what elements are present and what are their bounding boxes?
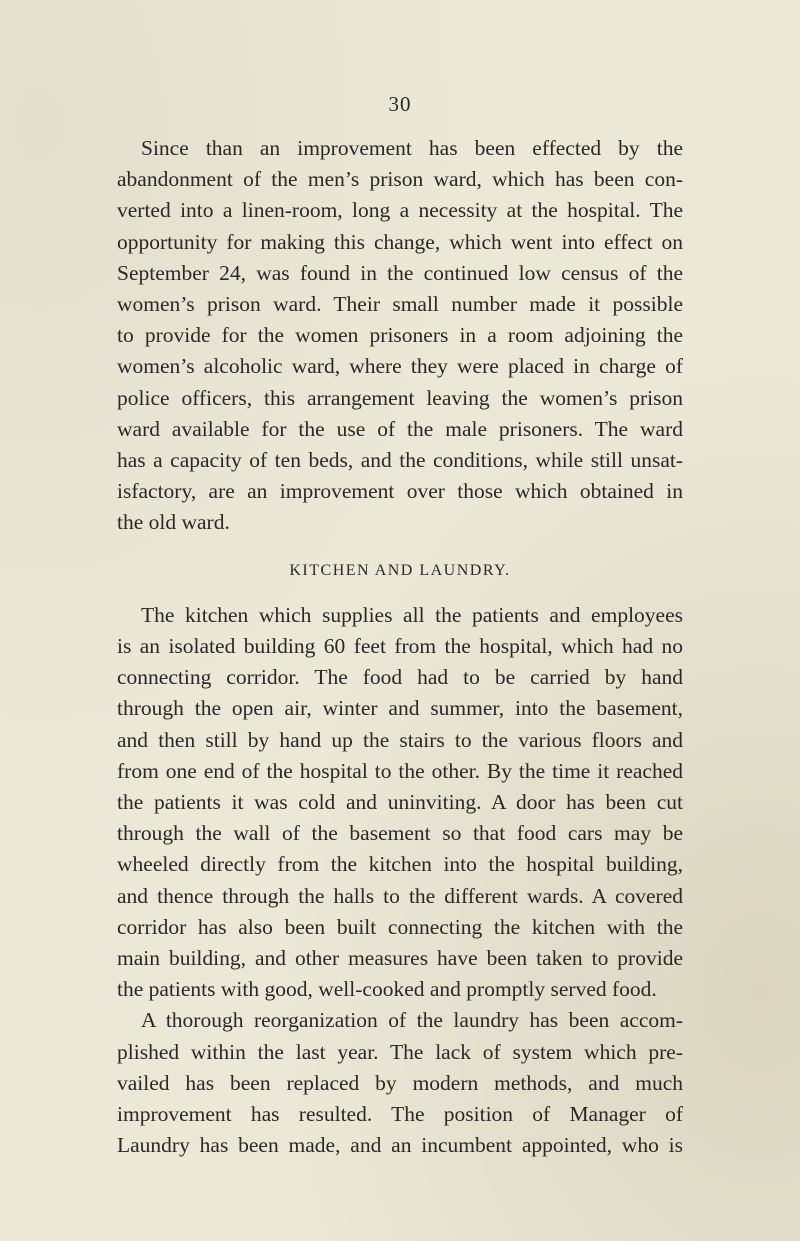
text-line: and then still by hand up the stairs to the various floors and <box>117 727 683 752</box>
section-heading: KITCHEN AND LAUNDRY. <box>289 561 511 579</box>
text-column <box>117 133 683 1162</box>
text-line: abandonment of the men’s prison ward, which has been con- <box>117 167 683 192</box>
text-line: through the wall of the basement so that food cars may be <box>117 821 683 846</box>
text-line: to provide for the women prisoners in a room adjoining the <box>117 323 683 348</box>
text-line: from one end of the hospital to the other. By the time it reached <box>117 758 683 783</box>
text-line: September 24, was found in the continued low census of the <box>117 260 683 285</box>
text-line: wheeled directly from the kitchen into the hospital building, <box>117 852 683 877</box>
text-line: through the open air, winter and summer, into the basement, <box>117 696 683 721</box>
text-line: and thence through the halls to the different wards. A covered <box>117 883 683 908</box>
text-line: the old ward. <box>117 510 230 535</box>
paragraph-prison-ward <box>117 133 683 539</box>
text-line: connecting corridor. The food had to be carried by hand <box>117 665 683 690</box>
text-line: the patients with good, well-cooked and promptly served food. <box>117 977 657 1002</box>
paragraph-kitchen <box>117 600 683 1006</box>
text-line: police officers, this arrangement leaving the women’s prison <box>117 385 683 410</box>
text-line: corridor has also been built connecting the kitchen with the <box>117 914 683 939</box>
text-line: Since than an improvement has been effected by the <box>141 136 683 160</box>
text-line: isfactory, are an improvement over those which obtained in <box>117 479 683 504</box>
page-number: 30 <box>388 92 412 116</box>
text-line: has a capacity of ten beds, and the conditions, while still unsat- <box>117 448 683 473</box>
text-line: opportunity for making this change, which went into effect on <box>117 229 683 254</box>
text-line: vailed has been replaced by modern methods, and much <box>117 1070 683 1095</box>
paragraph-laundry <box>117 1005 683 1161</box>
text-line: Laundry has been made, and an incumbent appointed, who is <box>117 1133 683 1158</box>
text-line: plished within the last year. The lack of system which pre- <box>117 1039 683 1064</box>
text-line: main building, and other measures have been taken to provide <box>117 946 683 971</box>
text-line: the patients it was cold and uninviting. A door has been cut <box>117 790 683 815</box>
text-line: women’s prison ward. Their small number made it possible <box>117 292 683 317</box>
text-line: improvement has resulted. The position of Manager of <box>117 1102 683 1127</box>
text-line: ward available for the use of the male prisoners. The ward <box>117 416 683 441</box>
text-line: The kitchen which supplies all the patients and employees <box>141 602 683 627</box>
text-line: verted into a linen-room, long a necessity at the hospital. The <box>117 198 683 223</box>
text-line: women’s alcoholic ward, where they were placed in charge of <box>117 354 683 379</box>
text-line: is an isolated building 60 feet from the hospital, which had no <box>117 634 683 659</box>
text-line: A thorough reorganization of the laundry has been accom- <box>141 1008 683 1033</box>
